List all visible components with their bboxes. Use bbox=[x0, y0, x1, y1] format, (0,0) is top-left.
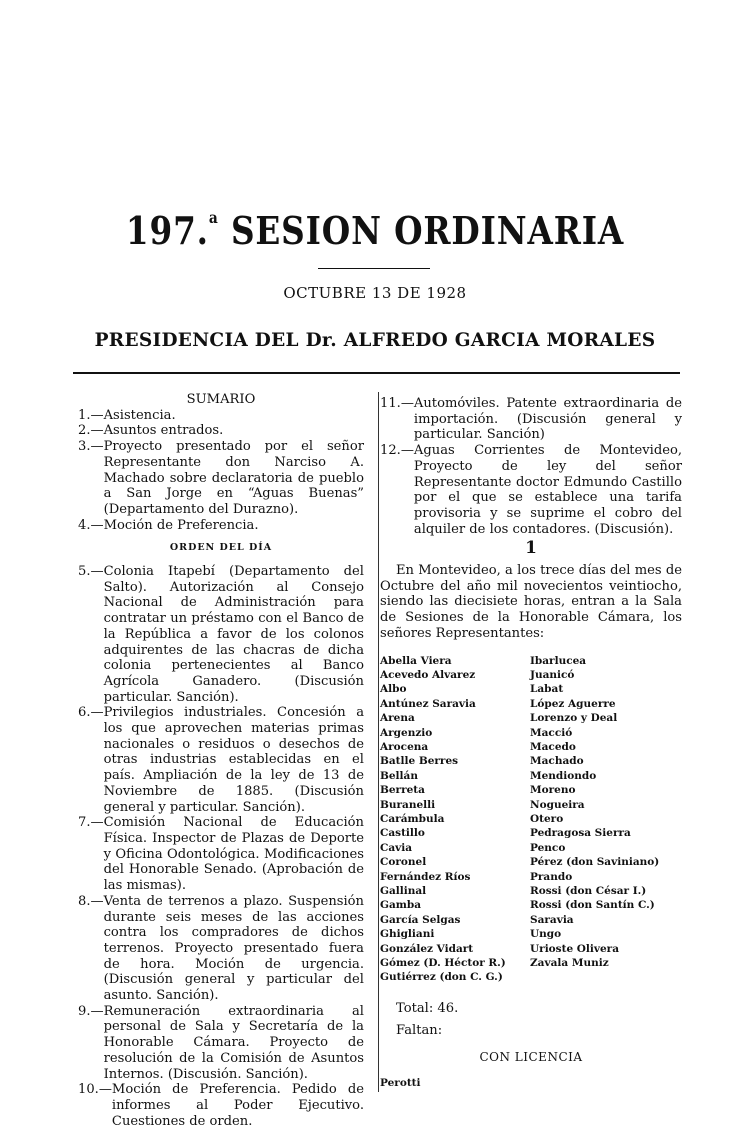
item-text: Moción de Preferencia. bbox=[103, 517, 259, 533]
sumario-item bbox=[78, 518, 364, 534]
item-text: Automóviles. Patente extraordinaria de importación. (Discusión general y particular. Sanción) bbox=[413, 396, 682, 443]
representative-name: Gómez (D. Héctor R.) bbox=[380, 957, 506, 970]
representative-name: Acevedo Alvarez bbox=[380, 668, 476, 681]
item-number: 6.— bbox=[78, 705, 104, 721]
item-text: Aguas Corrientes de Montevideo, Proyecto de ley del señor Representante doctor Edmundo Castillo por el que se establece una tarifa provisoria y se suprime el cobro del alquiler de los contadores. (Discusión). bbox=[413, 443, 682, 537]
licencia-names bbox=[380, 1076, 682, 1092]
item-text: Moción de Preferencia. Pedido de informes al Poder Ejecutivo. Cuestiones de orden. bbox=[111, 1082, 364, 1129]
session-title bbox=[53, 208, 698, 253]
representative-name: Gallinal bbox=[380, 885, 427, 898]
representative-name: Antúnez Saravia bbox=[380, 697, 476, 710]
item-text: Privilegios industriales. Concesión a los que aprovechen materias primas nacionales o residuos o desechos de otras industrias establecidas en el país. Ampliación de la ley de 13 de Noviembre de 1885. (Discusión general y particular. Sanción). bbox=[103, 705, 364, 815]
representative-name: Pérez (don Saviniano) bbox=[530, 856, 660, 869]
sumario-item bbox=[78, 564, 364, 705]
item-text: Remuneración extraordinaria al personal de Sala y Secretaría de la Honorable Cámara. Proyecto de resolución de la Comisión de Asuntos Internos. (Discusión. Sanción). bbox=[103, 1003, 364, 1082]
sumario-column bbox=[78, 392, 364, 1129]
representative-name: Mendiondo bbox=[530, 769, 597, 782]
representative-name: Albo bbox=[380, 683, 407, 696]
sumario-item bbox=[78, 894, 364, 1004]
total-line: Total: 46. bbox=[396, 1000, 459, 1016]
representative-name: Penco bbox=[530, 841, 566, 854]
faltan-line: Faltan: bbox=[396, 1022, 443, 1038]
right-column bbox=[380, 396, 682, 1092]
representative-name: Ghigliani bbox=[380, 928, 435, 941]
representative-name: Nogueira bbox=[530, 798, 585, 811]
item-number: 5.— bbox=[78, 564, 104, 580]
attendance-column-1 bbox=[380, 654, 530, 985]
item-number: 10.— bbox=[78, 1082, 112, 1098]
session-date: OCTUBRE 13 DE 1928 bbox=[283, 284, 467, 302]
representative-name: Prando bbox=[530, 870, 573, 883]
sumario-item bbox=[78, 1004, 364, 1083]
representative-name: López Aguerre bbox=[530, 697, 616, 710]
sumario-item bbox=[78, 423, 364, 439]
representative-name: Gutiérrez (don C. G.) bbox=[380, 971, 503, 984]
orden-heading: ORDEN DEL DÍA bbox=[169, 542, 273, 554]
sumario-item bbox=[78, 1082, 364, 1129]
orden-items-continued bbox=[380, 396, 682, 537]
representative-name: Argenzio bbox=[380, 726, 433, 739]
item-text: Comisión Nacional de Educación Física. Inspector de Plazas de Deporte y Oficina Odontológica. Modificaciones del Honorable Senado. (Aprobación de las mismas). bbox=[103, 815, 364, 894]
sumario-items bbox=[78, 408, 364, 534]
sumario-item bbox=[78, 408, 364, 424]
representative-name: Buranelli bbox=[380, 798, 436, 811]
title-divider bbox=[318, 268, 430, 269]
item-number: 11.— bbox=[380, 396, 414, 411]
representative-name: Rossi (don César I.) bbox=[530, 885, 647, 898]
session-superscript: a bbox=[208, 208, 219, 227]
representative-name: Labat bbox=[530, 683, 564, 696]
representative-name: Bellán bbox=[380, 769, 418, 782]
item-number: 1.— bbox=[78, 407, 104, 423]
representative-name: Ibarlucea bbox=[530, 654, 587, 667]
con-licencia-heading: CON LICENCIA bbox=[479, 1050, 583, 1065]
representative-name: Arena bbox=[380, 712, 415, 725]
representative-name: Lorenzo y Deal bbox=[530, 712, 618, 725]
representative-name: Rossi (don Santín C.) bbox=[530, 899, 655, 912]
representative-name: Gamba bbox=[380, 899, 422, 912]
representative-name: Fernández Ríos bbox=[380, 870, 471, 883]
representative-name: González Vidart bbox=[380, 942, 474, 955]
item-number: 12.— bbox=[380, 443, 414, 459]
presidency-line: PRESIDENCIA DEL Dr. ALFREDO GARCIA MORALES bbox=[94, 330, 656, 351]
representative-name: Urioste Olivera bbox=[530, 942, 620, 955]
representative-name: Moreno bbox=[530, 784, 576, 797]
representative-name: Abella Viera bbox=[380, 654, 452, 667]
representative-name: Zavala Muniz bbox=[530, 957, 609, 970]
representative-name: Berreta bbox=[380, 784, 425, 797]
item-number: 7.— bbox=[78, 815, 104, 831]
representative-name: Perotti bbox=[380, 1077, 421, 1089]
representative-name: Juanicó bbox=[530, 668, 575, 681]
orden-items bbox=[78, 564, 364, 1129]
representative-name: Arocena bbox=[380, 740, 429, 753]
item-text: Asistencia. bbox=[103, 407, 176, 423]
session-number: 197. bbox=[125, 208, 209, 253]
item-text: Proyecto presentado por el señor Representante don Narciso A. Machado sobre declaratoria de pueblo a San Jorge en “Aguas Buenas” (Departamento del Durazno). bbox=[103, 439, 364, 517]
representative-name: Carámbula bbox=[380, 813, 445, 826]
opening-paragraph: En Montevideo, a los trece días del mes de Octubre del año mil novecientos veintiocho, siendo las diecisiete horas, entran a la Sala de Sesiones de la Honorable Cámara, los señores Representantes: bbox=[380, 563, 682, 641]
item-number: 2.— bbox=[78, 423, 104, 439]
representative-name: Saravia bbox=[530, 913, 574, 926]
representative-name: Cavia bbox=[380, 841, 413, 854]
representative-name: Ungo bbox=[530, 928, 562, 941]
column-divider bbox=[378, 392, 379, 1092]
section-number: 1 bbox=[525, 538, 537, 559]
representative-name: García Selgas bbox=[380, 913, 461, 926]
sumario-item bbox=[380, 396, 682, 443]
item-text: Colonia Itapebí (Departamento del Salto). Autorización al Consejo Nacional de Administración para contratar un préstamo con el Banco de la República a favor de los colonos adquirentes de las chacras de dicha colonia pertenecientes al Banco Agrícola Ganadero. (Discusión particular. Sanción). bbox=[103, 564, 364, 705]
item-number: 8.— bbox=[78, 893, 104, 909]
representative-name: Otero bbox=[530, 813, 564, 826]
item-number: 4.— bbox=[78, 517, 104, 533]
item-number: 3.— bbox=[78, 439, 104, 455]
sumario-item bbox=[78, 439, 364, 518]
representative-name: Macedo bbox=[530, 740, 576, 753]
sumario-item bbox=[78, 705, 364, 815]
item-number: 9.— bbox=[78, 1003, 104, 1019]
representative-name: Castillo bbox=[380, 827, 425, 840]
header-divider bbox=[73, 372, 680, 374]
item-text: Venta de terrenos a plazo. Suspensión durante seis meses de las acciones contra los compradores de dichos terrenos. Proyecto presentado fuera de hora. Moción de urgencia. (Discusión general y particular del asunto. Sanción). bbox=[103, 893, 364, 1004]
representative-name: Machado bbox=[530, 755, 584, 768]
representative-name: Pedragosa Sierra bbox=[530, 827, 631, 840]
attendance-list bbox=[380, 654, 682, 985]
sumario-heading: SUMARIO bbox=[186, 392, 256, 407]
sumario-item bbox=[78, 815, 364, 894]
item-text: Asuntos entrados. bbox=[103, 423, 224, 439]
representative-name: Coronel bbox=[380, 856, 427, 869]
representative-name: Macció bbox=[530, 726, 573, 739]
session-name: SESION ORDINARIA bbox=[230, 208, 625, 253]
representative-name: Batlle Berres bbox=[380, 755, 459, 768]
attendance-column-2 bbox=[530, 654, 682, 985]
sumario-item bbox=[380, 443, 682, 537]
